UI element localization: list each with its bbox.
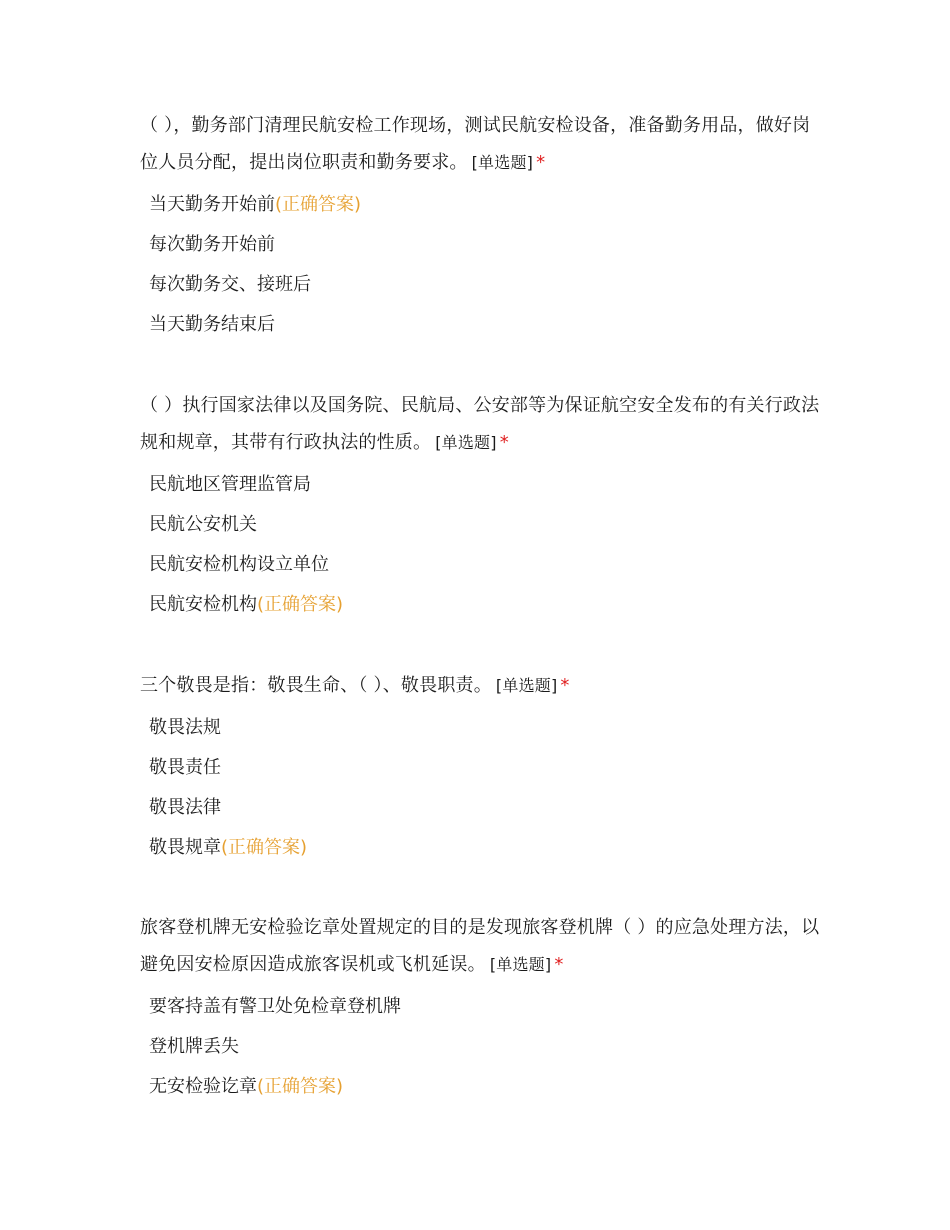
correct-answer-tag: (正确答案) bbox=[257, 594, 344, 615]
option-text: 民航地区管理监管局 bbox=[149, 474, 311, 495]
option-text: 要客持盖有警卫处免检章登机牌 bbox=[149, 996, 401, 1017]
option-text: 敬畏责任 bbox=[149, 757, 221, 778]
option-item[interactable] bbox=[140, 305, 820, 345]
required-marker: * bbox=[536, 152, 546, 173]
option-text: 当天勤务开始前 bbox=[149, 194, 275, 215]
option-text: 登机牌丢失 bbox=[149, 1036, 239, 1057]
option-text: 每次勤务开始前 bbox=[149, 234, 275, 255]
option-list bbox=[140, 185, 820, 345]
option-text: 每次勤务交、接班后 bbox=[149, 274, 311, 295]
question-3 bbox=[140, 667, 820, 868]
required-marker: * bbox=[560, 675, 570, 696]
option-list bbox=[140, 465, 820, 625]
question-text: （ ）执行国家法律以及国务院、民航局、公安部等为保证航空安全发布的有关行政法规和规章，其带有行政执法的性质。 bbox=[140, 395, 820, 453]
option-text: 民航安检机构 bbox=[149, 594, 257, 615]
option-text: 敬畏法规 bbox=[149, 717, 221, 738]
question-text: 三个敬畏是指：敬畏生命、（ ）、敬畏职责。 bbox=[140, 675, 492, 696]
correct-answer-tag: (正确答案) bbox=[275, 194, 362, 215]
question-type-label: [单选题] bbox=[435, 433, 497, 452]
option-item[interactable] bbox=[140, 748, 820, 788]
question-2 bbox=[140, 387, 820, 625]
option-item[interactable] bbox=[140, 225, 820, 265]
option-item[interactable] bbox=[140, 708, 820, 748]
option-text: 当天勤务结束后 bbox=[149, 314, 275, 335]
correct-answer-tag: (正确答案) bbox=[257, 1076, 344, 1097]
option-item[interactable] bbox=[140, 505, 820, 545]
question-4 bbox=[140, 909, 820, 1107]
option-item[interactable] bbox=[140, 465, 820, 505]
correct-answer-tag: (正确答案) bbox=[221, 837, 308, 858]
option-item[interactable] bbox=[140, 788, 820, 828]
question-text: （ ），勤务部门清理民航安检工作现场，测试民航安检设备，准备勤务用品，做好岗位人员分配，提出岗位职责和勤务要求。 bbox=[140, 115, 811, 173]
required-marker: * bbox=[554, 954, 564, 975]
option-text: 敬畏法律 bbox=[149, 797, 221, 818]
option-item[interactable] bbox=[140, 265, 820, 305]
option-item[interactable] bbox=[140, 185, 820, 225]
question-type-label: [单选题] bbox=[471, 153, 534, 172]
question-stem bbox=[140, 387, 820, 461]
option-item[interactable] bbox=[140, 585, 820, 625]
option-item[interactable] bbox=[140, 987, 820, 1027]
required-marker: * bbox=[499, 432, 509, 453]
question-stem bbox=[140, 909, 820, 983]
option-item[interactable] bbox=[140, 828, 820, 868]
question-1 bbox=[140, 107, 820, 345]
option-text: 民航安检机构设立单位 bbox=[149, 554, 329, 575]
question-type-label: [单选题] bbox=[495, 676, 558, 695]
option-text: 敬畏规章 bbox=[149, 837, 221, 858]
option-text: 民航公安机关 bbox=[149, 514, 257, 535]
option-item[interactable] bbox=[140, 1027, 820, 1067]
question-type-label: [单选题] bbox=[489, 955, 552, 974]
option-item[interactable] bbox=[140, 545, 820, 585]
option-list bbox=[140, 987, 820, 1107]
option-item[interactable] bbox=[140, 1067, 820, 1107]
option-list bbox=[140, 708, 820, 868]
option-text: 无安检验讫章 bbox=[149, 1076, 257, 1097]
question-stem bbox=[140, 667, 820, 704]
question-stem bbox=[140, 107, 820, 181]
question-text: 旅客登机牌无安检验讫章处置规定的目的是发现旅客登机牌（ ）的应急处理方法，以避免因安检原因造成旅客误机或飞机延误。 bbox=[140, 917, 820, 975]
